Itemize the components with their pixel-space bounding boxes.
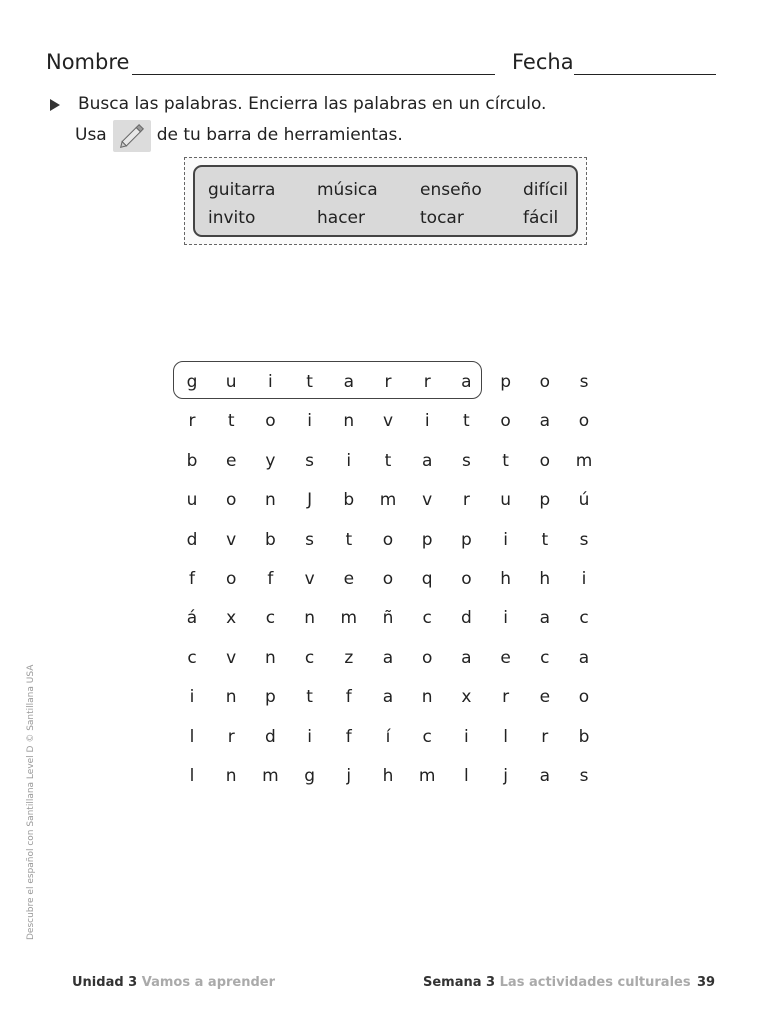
grid-letter[interactable]: l (503, 726, 508, 747)
grid-letter[interactable]: n (265, 490, 276, 511)
grid-letter[interactable]: l (189, 766, 195, 786)
grid-letter[interactable]: h (382, 766, 394, 786)
grid-letter[interactable]: j (346, 766, 352, 786)
name-label: Nombre (46, 50, 130, 74)
name-line[interactable] (132, 74, 495, 75)
grid-letter[interactable]: i (189, 687, 195, 708)
grid-letter[interactable]: n (421, 687, 433, 708)
grid-letter[interactable]: a (461, 647, 472, 668)
grid-letter[interactable]: r (502, 687, 510, 708)
grid-letter[interactable]: o (225, 569, 237, 589)
grid-letter[interactable]: c (187, 647, 197, 668)
grid-letter[interactable]: l (464, 766, 469, 786)
grid-letter[interactable]: d (186, 529, 198, 550)
copyright-side-text: Descubre el español con Santillana Level D © Santillana USA (26, 664, 36, 940)
grid-letter[interactable]: u (186, 490, 198, 511)
grid-letter[interactable]: m (575, 450, 593, 471)
grid-letter[interactable]: a (382, 687, 394, 708)
footer-unit (72, 975, 275, 990)
grid-letter[interactable]: f (345, 687, 352, 708)
grid-letter[interactable]: r (188, 411, 196, 432)
grid-letter[interactable]: p (421, 529, 433, 550)
pencil-icon[interactable] (113, 120, 151, 152)
page-number: 39 (697, 975, 716, 990)
grid-letter[interactable]: r (541, 726, 549, 747)
grid-letter[interactable]: r (227, 726, 235, 747)
grid-letter[interactable]: a (421, 450, 433, 471)
grid-letter[interactable]: c (265, 608, 276, 629)
grid-letter[interactable]: a (539, 608, 550, 629)
date-label: Fecha (512, 50, 574, 74)
grid-letter[interactable]: b (264, 529, 276, 550)
grid-letter[interactable]: e (539, 687, 551, 708)
grid-letter[interactable]: m (340, 608, 358, 629)
grid-letter[interactable]: j (503, 766, 508, 786)
grid-letter[interactable]: d (264, 726, 276, 747)
grid-letter[interactable]: b (578, 726, 590, 747)
grid-letter[interactable]: s (461, 450, 471, 471)
grid-letter[interactable]: p (460, 529, 472, 550)
grid-letter[interactable]: i (346, 450, 352, 471)
grid-letter[interactable]: n (225, 766, 237, 786)
date-line[interactable] (574, 74, 716, 75)
instruction-use-text: Usa (75, 125, 107, 145)
grid-letter[interactable]: n (225, 687, 237, 708)
grid-letter[interactable]: i (581, 569, 587, 589)
grid-letter[interactable]: í (385, 726, 391, 747)
grid-letter[interactable]: i (464, 726, 469, 747)
grid-letter[interactable]: b (186, 450, 198, 471)
grid-letter[interactable]: m (379, 490, 397, 511)
grid-letter[interactable]: ñ (382, 608, 394, 629)
grid-letter[interactable]: h (539, 569, 551, 589)
grid-letter[interactable]: t (306, 372, 313, 392)
grid-letter[interactable]: t (345, 529, 353, 550)
grid-letter[interactable]: i (268, 372, 273, 392)
grid-letter[interactable]: g (304, 766, 315, 786)
grid-letter[interactable]: o (539, 372, 550, 392)
play-arrow-icon (50, 99, 60, 111)
grid-letter[interactable]: v (304, 569, 315, 589)
instructions (46, 90, 546, 150)
grid-letter[interactable]: t (541, 529, 549, 550)
word-bank-item: fácil (523, 208, 559, 228)
grid-letter[interactable]: n (265, 647, 276, 668)
grid-letter[interactable]: e (343, 569, 355, 589)
grid-letter[interactable]: s (579, 372, 589, 392)
grid-letter[interactable]: n (343, 411, 355, 432)
unit-label: Unidad 3 (72, 975, 138, 990)
word-bank (193, 165, 578, 237)
grid-letter[interactable]: e (225, 450, 237, 471)
grid-letter[interactable]: b (343, 490, 355, 511)
grid-letter[interactable]: u (500, 490, 511, 511)
grid-letter[interactable]: f (189, 569, 195, 589)
grid-letter[interactable]: x (461, 687, 472, 708)
grid-letter[interactable]: t (306, 687, 313, 708)
grid-letter[interactable]: i (307, 411, 312, 432)
footer-week (423, 975, 691, 990)
grid-letter[interactable]: c (540, 647, 550, 668)
grid-letter[interactable]: t (463, 411, 470, 432)
word-bank-item: invito (208, 208, 256, 228)
grid-letter[interactable]: e (500, 647, 511, 668)
grid-letter[interactable]: a (539, 411, 550, 432)
grid-letter[interactable]: t (384, 450, 392, 471)
grid-letter[interactable]: o (500, 411, 511, 432)
grid-letter[interactable]: a (539, 766, 550, 786)
grid-letter[interactable]: a (578, 647, 590, 668)
week-label: Semana 3 (423, 975, 496, 990)
grid-letter[interactable]: o (461, 569, 472, 589)
grid-letter[interactable]: i (424, 411, 430, 432)
grid-letter[interactable]: s (579, 529, 589, 550)
word-bank-item: enseño (420, 180, 482, 200)
grid-letter[interactable]: d (460, 608, 472, 629)
grid-letter[interactable]: a (382, 647, 394, 668)
word-bank-item: tocar (420, 208, 464, 228)
grid-letter[interactable]: v (382, 411, 394, 432)
grid-letter[interactable]: i (307, 726, 312, 747)
grid-letter[interactable]: á (186, 608, 198, 629)
grid-letter[interactable]: m (262, 766, 279, 786)
grid-letter[interactable]: x (226, 608, 237, 629)
instruction-toolbar-text: de tu barra de herramientas. (156, 125, 403, 145)
week-title: Las actividades culturales (499, 975, 691, 990)
grid-letter[interactable]: s (579, 766, 589, 786)
grid-letter[interactable]: m (418, 766, 436, 786)
grid-letter[interactable]: J (307, 490, 313, 511)
grid-letter[interactable]: r (462, 490, 470, 511)
grid-letter[interactable]: o (265, 411, 276, 432)
grid-letter[interactable]: v (422, 490, 433, 511)
word-bank-item: música (317, 180, 378, 200)
grid-letter[interactable]: o (382, 569, 394, 589)
grid-letter[interactable]: u (225, 372, 237, 392)
unit-title: Vamos a aprender (141, 975, 276, 990)
grid-letter[interactable]: ú (578, 490, 590, 511)
grid-letter[interactable]: z (344, 647, 354, 668)
word-bank-item: guitarra (208, 180, 276, 200)
grid-letter[interactable]: o (539, 450, 550, 471)
grid-letter[interactable]: f (267, 569, 274, 589)
grid-letter[interactable]: o (421, 647, 433, 668)
grid-letter[interactable]: p (500, 372, 511, 392)
grid-letter[interactable]: g (186, 372, 198, 392)
instruction-line-1: Busca las palabras. Encierra las palabras en un círculo. (78, 94, 547, 114)
grid-letter[interactable]: r (384, 372, 392, 392)
grid-letter[interactable]: a (343, 372, 354, 392)
grid-letter[interactable]: n (304, 608, 315, 629)
grid-letter[interactable]: p (539, 490, 551, 511)
grid-letter[interactable]: q (421, 569, 433, 589)
grid-letter[interactable]: v (226, 647, 237, 668)
grid-letter[interactable]: t (227, 411, 235, 432)
grid-letter[interactable]: c (579, 608, 589, 629)
grid-letter[interactable]: h (500, 569, 511, 589)
grid-letter[interactable]: s (305, 450, 315, 471)
grid-letter[interactable]: t (502, 450, 509, 471)
grid-letter[interactable]: c (422, 608, 432, 629)
grid-letter[interactable]: o (578, 411, 590, 432)
word-bank-item: hacer (317, 208, 365, 228)
grid-letter[interactable]: a (461, 372, 472, 392)
grid-letter[interactable]: o (225, 490, 237, 511)
word-bank-item: difícil (523, 180, 569, 200)
grid-letter[interactable]: y (265, 450, 276, 471)
grid-letter[interactable]: c (422, 726, 432, 747)
grid-letter[interactable]: c (304, 647, 315, 668)
grid-letter[interactable]: p (264, 687, 276, 708)
grid-letter[interactable]: l (189, 726, 195, 747)
grid-letter[interactable]: i (503, 608, 508, 629)
grid-letter[interactable]: s (305, 529, 315, 550)
grid-letter[interactable]: i (503, 529, 508, 550)
grid-letter[interactable]: o (578, 687, 590, 708)
grid-letter[interactable]: v (226, 529, 237, 550)
grid-letter[interactable]: f (345, 726, 352, 747)
grid-letter[interactable]: r (423, 372, 431, 392)
word-bank-frame (184, 157, 587, 245)
grid-letter[interactable]: o (382, 529, 394, 550)
